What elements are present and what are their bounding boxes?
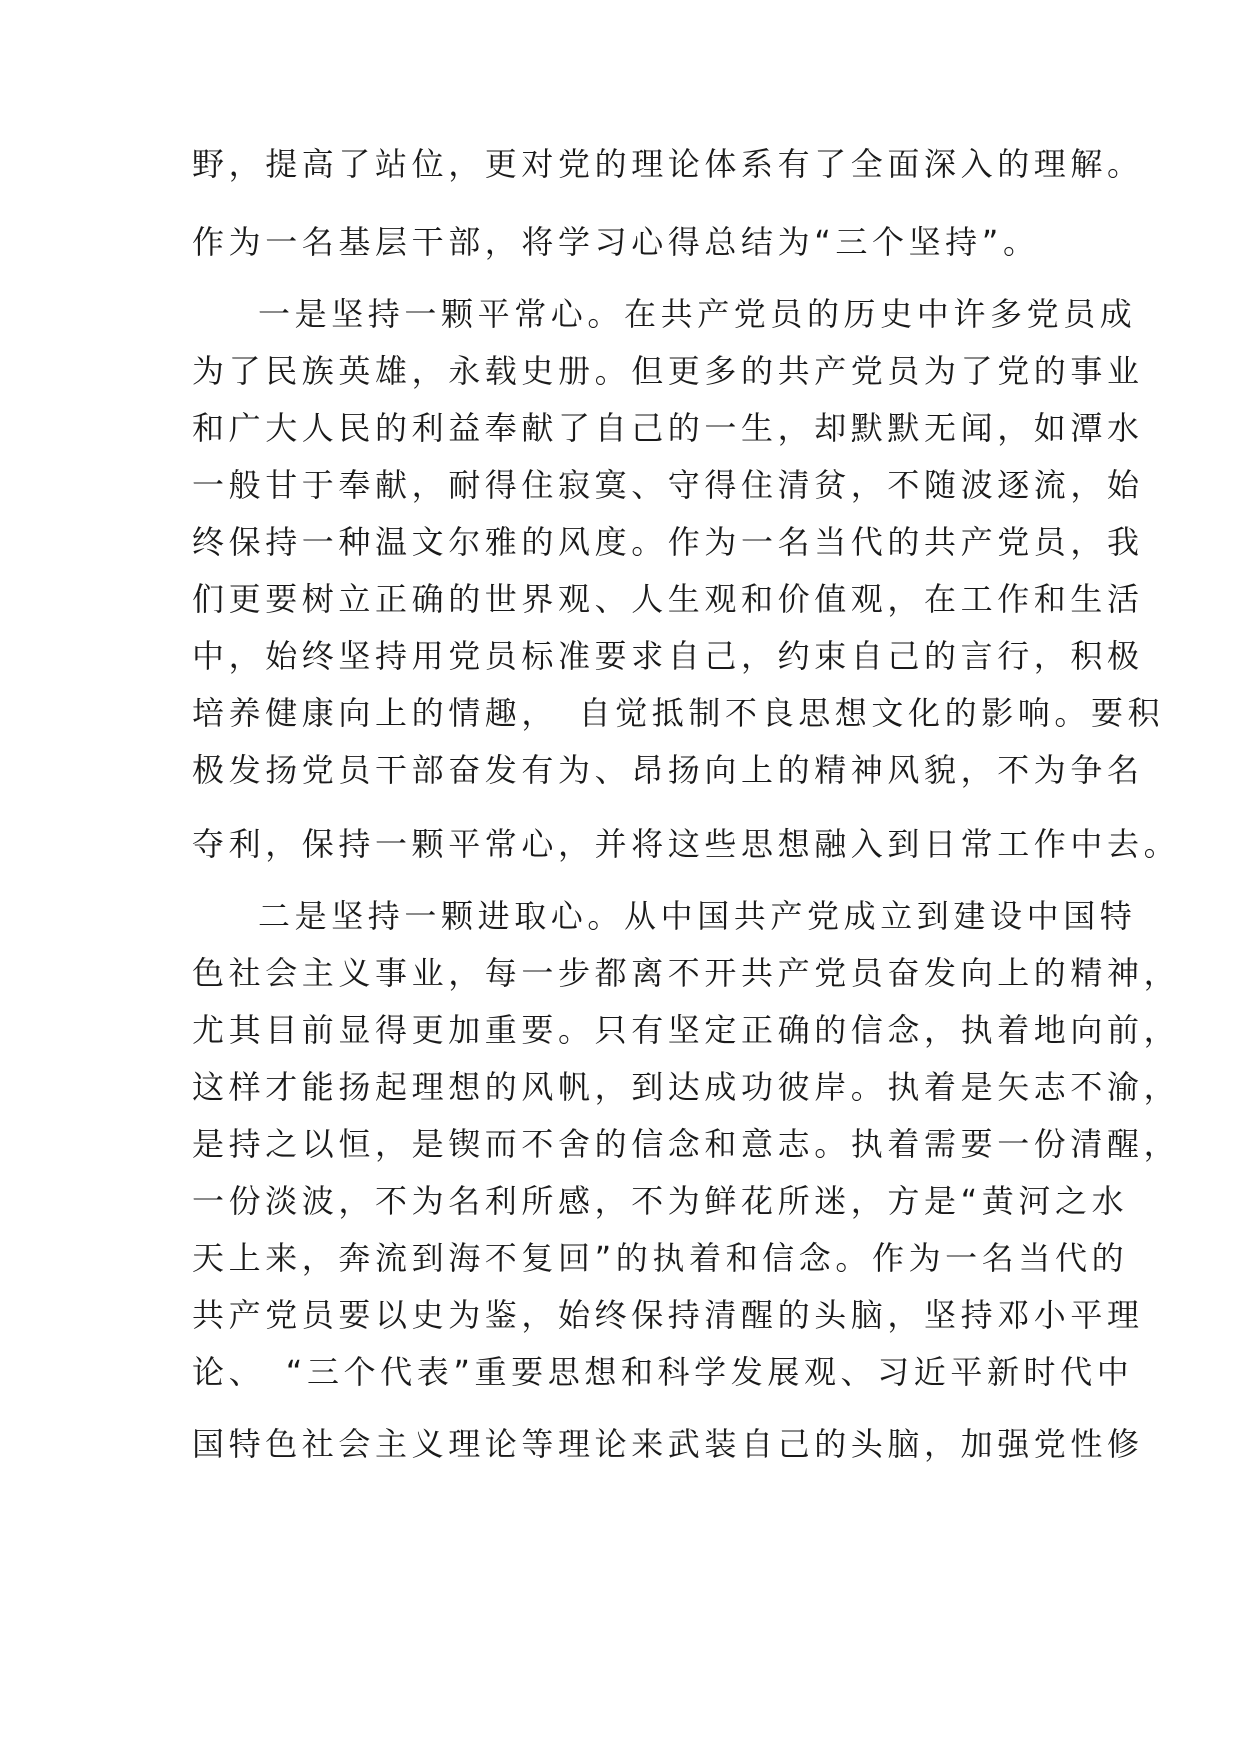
- text-line: 一份淡波，不为名利所感，不为鲜花所迷，方是“黄河之水: [192, 1182, 1129, 1220]
- text-line: 夺利，保持一颗平常心，并将这些思想融入到日常工作中去。: [192, 825, 1181, 863]
- text-line: 培养健康向上的情趣， 自觉抵制不良思想文化的影响。要积: [192, 694, 1165, 732]
- text-line: 论、 “三个代表”重要思想和科学发展观、习近平新时代中: [192, 1353, 1134, 1391]
- text-line: 这样才能扬起理想的风帆，到达成功彼岸。执着是矢志不渝，: [192, 1068, 1181, 1106]
- text-line: 们更要树立正确的世界观、人生观和价值观，在工作和生活: [192, 580, 1144, 618]
- text-line: 尤其目前显得更加重要。只有坚定正确的信念，执着地向前，: [192, 1011, 1181, 1049]
- text-line: 极发扬党员干部奋发有为、昂扬向上的精神风貌，不为争名: [192, 751, 1144, 789]
- text-line: 作为一名基层干部，将学习心得总结为“三个坚持”。: [192, 223, 1040, 261]
- text-line: 天上来，奔流到海不复回”的执着和信念。作为一名当代的: [192, 1239, 1129, 1277]
- text-line: 色社会主义事业，每一步都离不开共产党员奋发向上的精神，: [192, 954, 1181, 992]
- text-line: 为了民族英雄，永载史册。但更多的共产党员为了党的事业: [192, 352, 1144, 390]
- text-line: 一般甘于奉献，耐得住寂寞、守得住清贫，不随波逐流，始: [192, 466, 1144, 504]
- paragraph-first-line: 二是坚持一颗进取心。从中国共产党成立到建设中国特: [258, 897, 1137, 935]
- text-line: 和广大人民的利益奉献了自己的一生，却默默无闻，如潭水: [192, 409, 1144, 447]
- text-line: 是持之以恒，是锲而不舍的信念和意志。执着需要一份清醒，: [192, 1125, 1181, 1163]
- text-line: 中，始终坚持用党员标准要求自己，约束自己的言行，积极: [192, 637, 1144, 675]
- text-line: 国特色社会主义理论等理论来武装自己的头脑，加强党性修: [192, 1425, 1144, 1463]
- text-line: 终保持一种温文尔雅的风度。作为一名当代的共产党员，我: [192, 523, 1144, 561]
- text-line: 共产党员要以史为鉴，始终保持清醒的头脑，坚持邓小平理: [192, 1296, 1144, 1334]
- text-line: 野，提高了站位，更对党的理论体系有了全面深入的理解。: [192, 145, 1144, 183]
- paragraph-first-line: 一是坚持一颗平常心。在共产党员的历史中许多党员成: [258, 295, 1137, 333]
